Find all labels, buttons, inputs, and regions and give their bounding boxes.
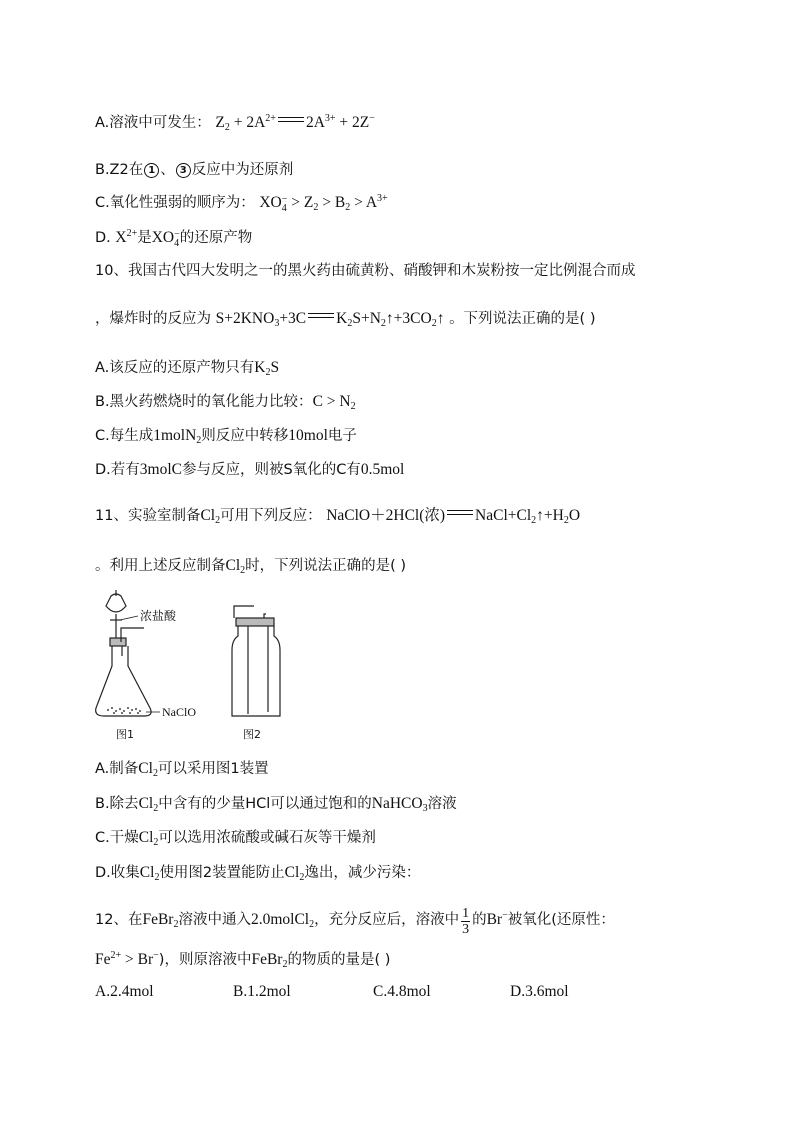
fig2-label: 图2 [243,728,261,741]
q9-option-c: C.氧化性强弱的顺序为： XO − 4 > $Z_2 > B_2 > A^{3+}$ [95,193,388,214]
q12-option-a: A.2.4mol [95,983,154,1000]
q10-option-b: B.黑火药燃烧时的氧化能力比较：$C > N_2$ [95,393,356,412]
fig1-label: 图1 [116,728,134,741]
apparatus-figure [88,584,318,744]
q10-stem-line1: 10、我国古代四大发明之一的黑火药由硫黄粉、硝酸钾和木炭粉按一定比例混合而成 [95,263,636,279]
q12-option-c: C.4.8mol [373,983,431,1000]
naclo-label: NaClO [162,705,196,719]
q9-option-d: D. $X^{2+}$是XO − 4 的还原产物 [95,228,253,249]
q12-option-b: B.1.2mol [233,983,291,1000]
q11-option-b: B.除去$Cl_2$中含有的少量HCl可以通过饱和的NaHCO$_3$溶液 [95,795,457,814]
q11-stem-line1: 11、实验室制备$Cl_2$可用下列反应： NaClO＋2HCl(浓) $NaCl+Cl_2↑+H_2O$ [95,507,581,526]
gas-collection-bottle [232,606,280,716]
q10-option-c: C.每生成1molN$_2$则反应中转移10mol电子 [95,427,357,446]
equals-bar [278,116,304,124]
fraction-one-third: $\frac{1}{3}$ [462,906,470,937]
q11-equation: NaClO＋2HCl(浓) $NaCl+Cl_2↑+H_2O$ [326,507,581,526]
q9-option-b: B.Z2在 1 、 3 反应中为还原剂 [95,162,294,178]
q10-stem-line2: ，爆炸时的反应为 $S+2KNO_3+3C$ $K_2S+N_2↑+3CO_2↑$ 。下列说法正确的是( ) [95,310,596,329]
q9-a-text: A.溶液中可发生： [95,115,211,131]
q11-option-a: A.制备$Cl_2$可以采用图1装置 [95,760,269,779]
circled-number-3: 3 [176,163,191,178]
q9-c-order: XO − 4 > $Z_2 > B_2 > A^{3+}$ [259,193,388,214]
q9-a-equation: $Z_2 + 2A^{2+}$ $2A^{3+} + 2Z^-$ [215,113,375,133]
circled-number-1: 1 [144,163,159,178]
q10-equation: $S+2KNO_3+3C$ $K_2S+N_2↑+3CO_2↑$ [215,310,445,329]
q9-option-a [95,113,375,133]
q12-stem-line2: $Fe^{2+} > Br^-$)，则原溶液中FeBr$_2$的物质的量是( ) [95,950,391,970]
q10-option-a: A.该反应的还原产物只有$K_2S$ [95,359,280,378]
q10-option-d: D.若有3molC参与反应，则被S氧化的C有0.5mol [95,461,405,478]
q12-stem-line1: 12、在FeBr$_2$溶液中通入2.0molCl$_2$，充分反应后，溶液中 $\frac{1}{3}$ 的Br−被氧化(还原性： [95,906,615,937]
solid-reagent [107,707,141,714]
acid-label: 浓盐酸 [140,609,177,623]
q12-options [95,982,695,1002]
q11-option-c: C.干燥$Cl_2$可以选用浓硫酸或碱石灰等干燥剂 [95,829,376,848]
q11-stem-line2: 。利用上述反应制备$Cl_2$时，下列说法正确的是( ) [95,557,407,576]
q11-option-d: D.收集$Cl_2$使用图2装置能防止$Cl_2$逸出，减少污染： [95,864,421,883]
q12-option-d: D.3.6mol [510,983,569,1000]
